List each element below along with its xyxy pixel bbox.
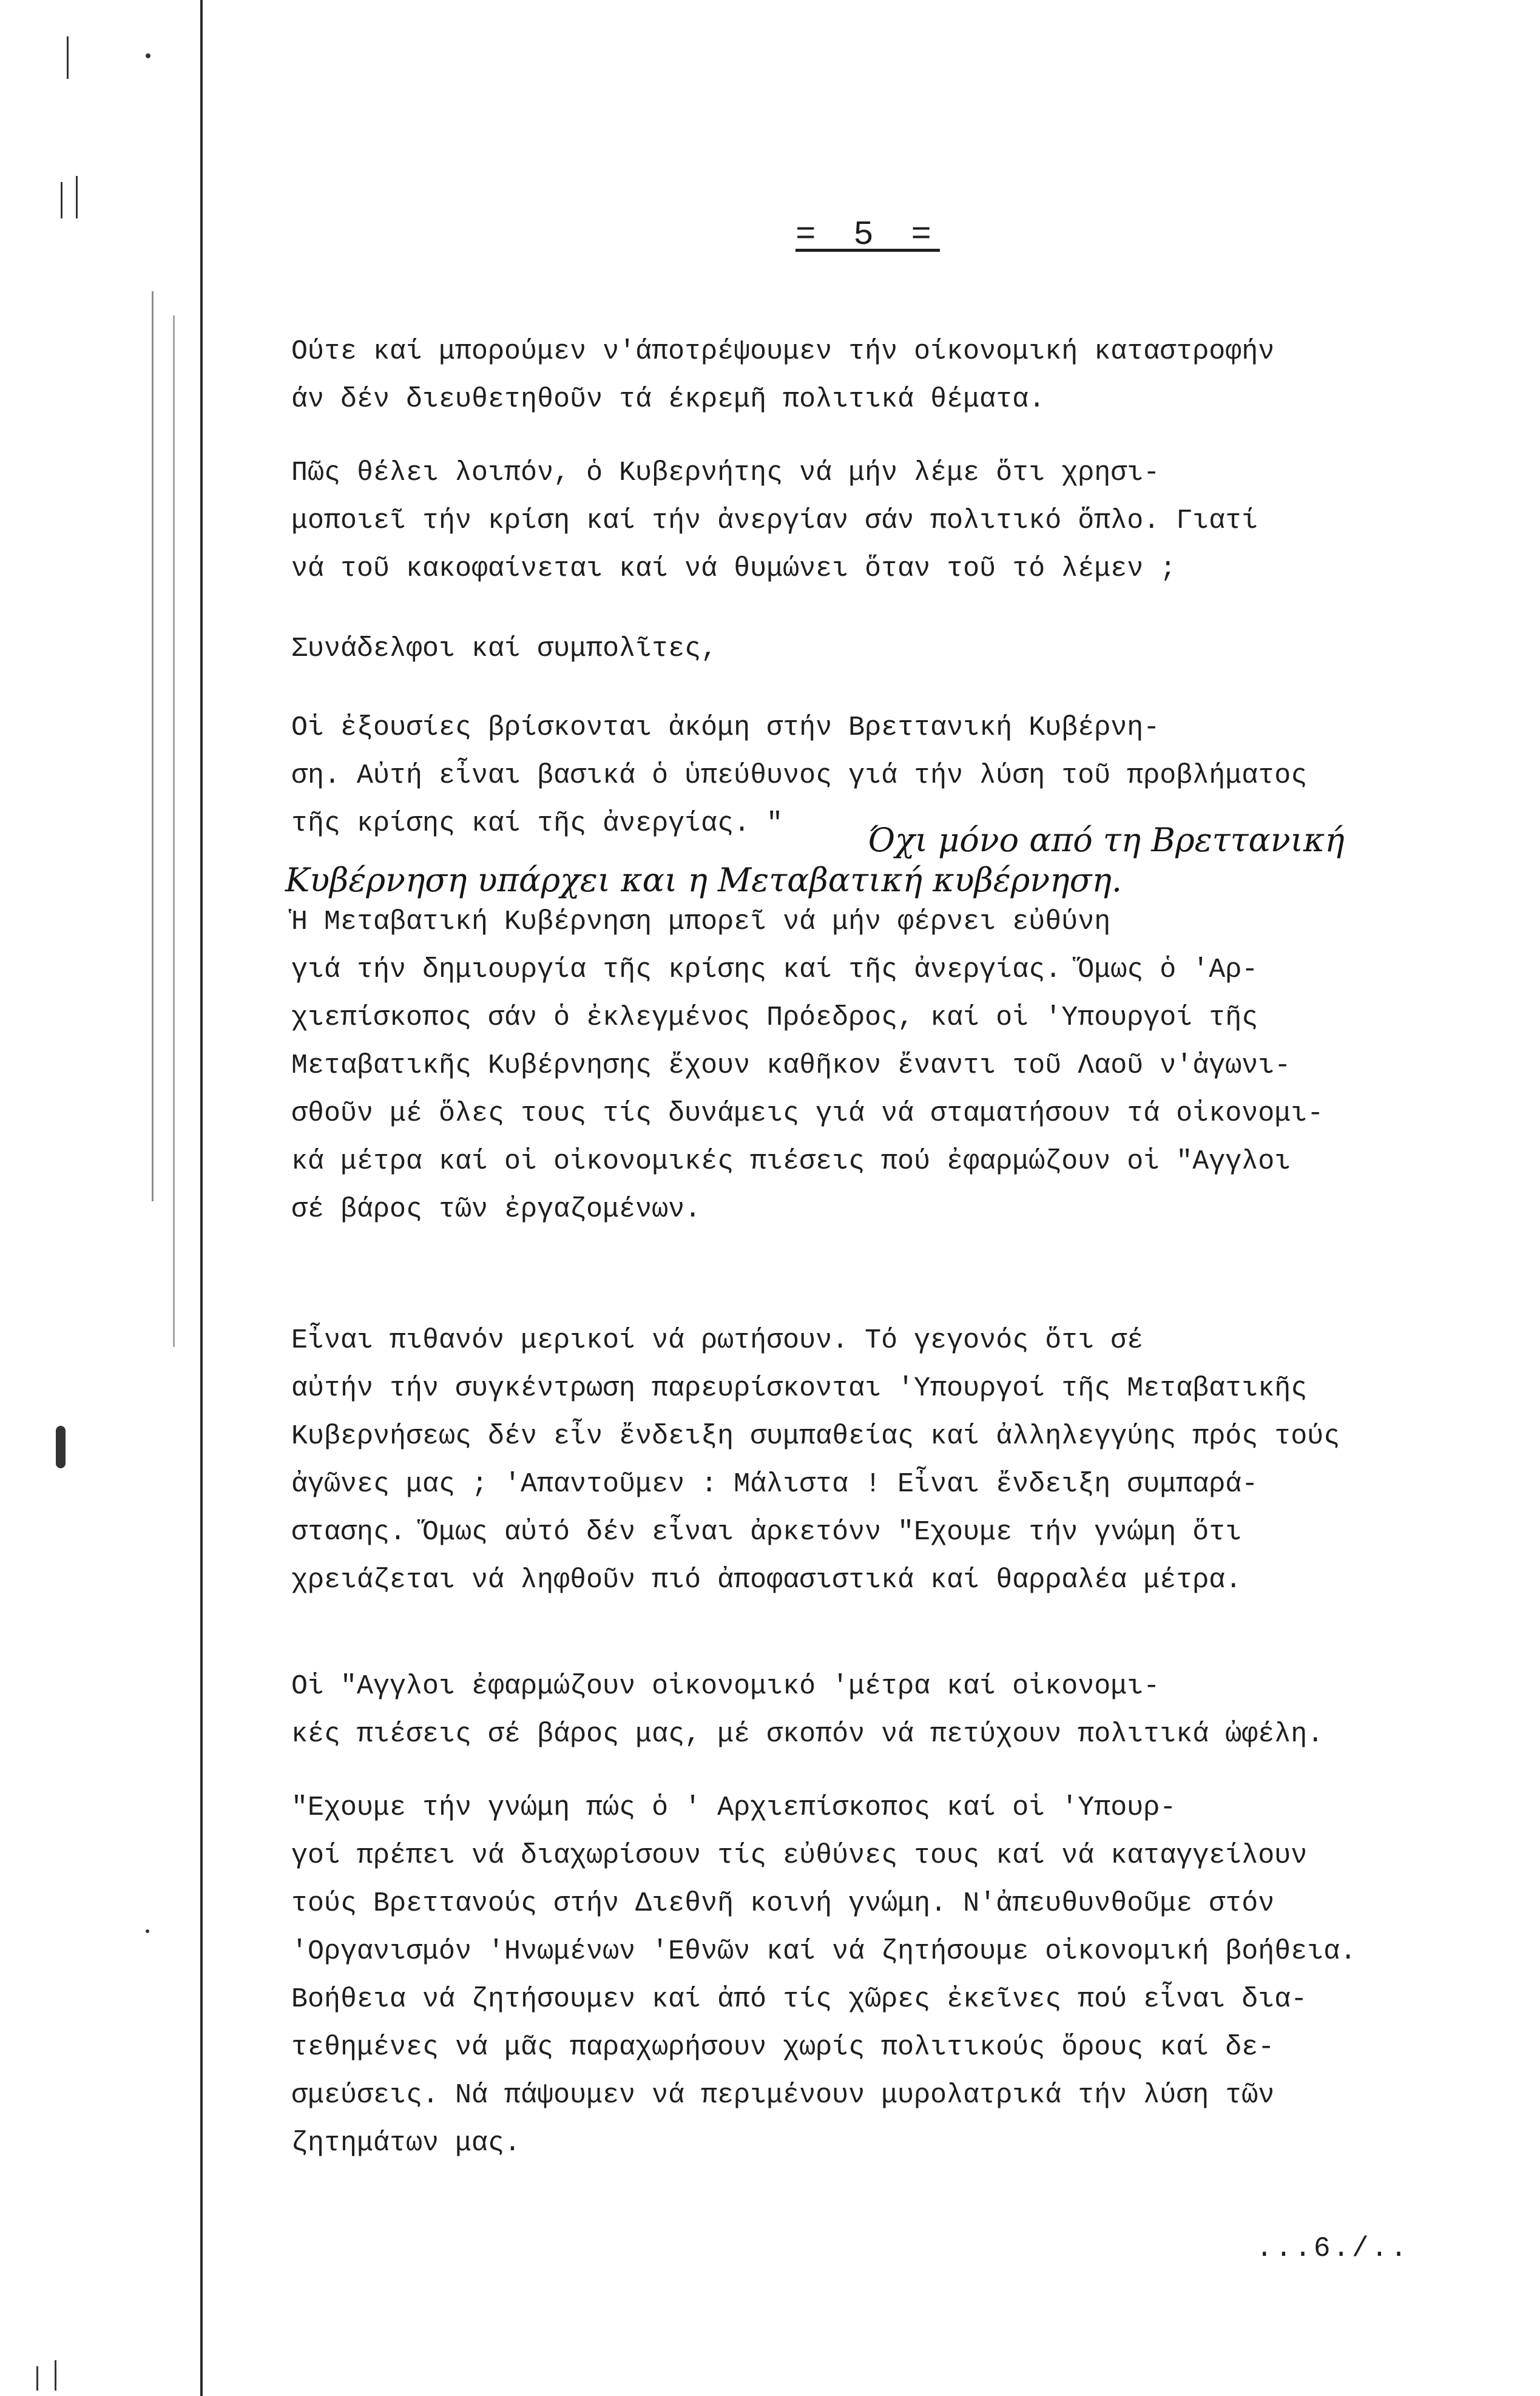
scan-speck	[36, 2366, 38, 2391]
text-line: σέ βάρος τῶν ἐργαζομένων.	[291, 1194, 701, 1225]
text-line: Εἶναι πιθανόν μερικοί νά ρωτήσουν. Τό γεγονός ὅτι σέ	[291, 1325, 1144, 1356]
scan-speck	[67, 36, 69, 79]
text-line: "Εχουμε τήν γνώμη πώς ὁ ' Αρχιεπίσκοπος καί οἱ 'Υπουρ-	[291, 1792, 1177, 1823]
text-line: σμεύσεις. Νά πάψουμεν νά περιμένουν μυρολατρικά τήν λύση τῶν	[291, 2080, 1275, 2111]
text-line: χρειάζεται νά ληφθοῦν πιό ἀποφασιστικά καί θαρραλέα μέτρα.	[291, 1565, 1242, 1596]
text-line: χιεπίσκοπος σάν ὁ ἐκλεγμένος Πρόεδρος, καί οἱ 'Υπουργοί τῆς	[291, 1002, 1258, 1033]
text-line: κά μέτρα καί οἱ οἰκονομικές πιέσεις πού ἐφαρμώζουν οἱ "Αγγλοι	[291, 1146, 1291, 1177]
text-line: γιά τήν δημιουργία τῆς κρίσης καί τῆς ἀνεργίας. Ὅμως ὁ 'Αρ-	[291, 954, 1258, 985]
handwritten-line: Κυβέρνηση υπάρχει και η Μεταβατική κυβέρνηση.	[285, 861, 1122, 899]
text-line: τεθημένες νά μᾶς παραχωρήσουν χωρίς πολιτικούς ὅρους καί δε-	[291, 2032, 1275, 2063]
text-line: κές πιέσεις σέ βάρος μας, μέ σκοπόν νά πετύχουν πολιτικά ὠφέλη.	[291, 1719, 1324, 1750]
page-number: = 5 =	[795, 215, 941, 254]
scan-speck	[173, 316, 175, 1347]
continuation-marker: ...6./..	[1256, 2233, 1410, 2264]
paragraph-5	[291, 1317, 1493, 1604]
text-line: ζητημάτων μας.	[291, 2128, 521, 2159]
left-margin-line	[200, 0, 203, 2396]
text-line: ἀγῶνες μας ; 'Απαντοῦμεν : Μάλιστα ! Εἶναι ἔνδειξη συμπαρά-	[291, 1469, 1258, 1500]
text-line: Ἡ Μεταβατική Κυβέρνηση μπορεῖ νά μήν φέρνει εὐθύνη	[291, 906, 1111, 937]
text-line: νά τοῦ κακοφαίνεται καί νά θυμώνει ὅταν τοῦ τό λέμεν ;	[291, 553, 1177, 584]
text-line: άν δέν διευθετηθοῦν τά έκρεμῆ πολιτικά θέματα.	[291, 384, 1045, 415]
text-line: Πῶς θέλει λοιπόν, ὁ Κυβερνήτης νά μήν λέμε ὅτι χρησι-	[291, 457, 1160, 488]
text-line: Βοήθεια νά ζητήσουμεν καί ἀπό τίς χῶρες ἐκεῖνες πού εἶναι δια-	[291, 1984, 1308, 2015]
paragraph-2	[291, 449, 1493, 593]
text-line: γοί πρέπει νά διαχωρίσουν τίς εὐθύνες τους καί νά καταγγείλουν	[291, 1840, 1308, 1871]
text-line: 'Οργανισμόν 'Ηνωμένων 'Εθνῶν καί νά ζητήσουμε οἰκονομική βοήθεια.	[291, 1936, 1357, 1967]
scan-speck	[55, 2360, 56, 2391]
text-line: τούς Βρεττανούς στήν Διεθνῆ κοινή γνώμη. Ν'ἀπευθυνθοῦμε στόν	[291, 1888, 1275, 1919]
scan-speck	[146, 53, 150, 58]
text-line: Συνάδελφοι καί συμπολῖτες,	[291, 633, 718, 664]
text-line: σθοῦν μέ ὅλες τους τίς δυνάμεις γιά νά σταματήσουν τά οἰκονομι-	[291, 1098, 1324, 1129]
text-line: ση. Αὐτή εἶναι βασικά ὁ ὑπεύθυνος γιά τήν λύση τοῦ προβλήματος	[291, 760, 1308, 791]
text-line: αὐτήν τήν συγκέντρωση παρευρίσκονται 'Υπουργοί τῆς Μεταβατικῆς	[291, 1373, 1308, 1404]
salutation	[291, 625, 1493, 673]
text-line: Οἱ ἐξουσίες βρίσκονται ἀκόμη στήν Βρεττανική Κυβέρνη-	[291, 712, 1160, 743]
text-line: μοποιεῖ τήν κρίση καί τήν ἀνεργίαν σάν πολιτικό ὅπλο. Γιατί	[291, 505, 1258, 536]
scan-speck	[152, 291, 154, 1201]
scan-speck	[76, 176, 78, 218]
scan-speck	[61, 182, 62, 218]
text-line: Κυβερνήσεως δέν εἶν ἔνδειξη συμπαθείας καί ἀλληλεγγύης πρός τούς	[291, 1421, 1340, 1452]
handwritten-note	[285, 820, 1499, 900]
scan-speck	[56, 1426, 66, 1468]
text-line: Μεταβατικῆς Κυβέρνησης ἔχουν καθῆκον ἔναντι τοῦ Λαοῦ ν'ἀγωνι-	[291, 1050, 1291, 1081]
paragraph-7	[291, 1784, 1493, 2167]
text-line: Ούτε καί μπορούμεν ν'άποτρέψουμεν τήν οίκονομική καταστροφήν	[291, 336, 1275, 367]
text-line: στασης. Ὅμως αὐτό δέν εἶναι ἀρκετόνν "Εχουμε τήν γνώμη ὅτι	[291, 1517, 1242, 1548]
handwritten-line: Όχι μόνο από τη Βρεττανική	[868, 821, 1345, 859]
paragraph-6	[291, 1662, 1493, 1758]
paragraph-1	[291, 328, 1493, 424]
paragraph-4	[291, 898, 1493, 1233]
text-line: Οἱ "Αγγλοι ἐφαρμώζουν οἰκονομικό 'μέτρα καί οἰκονομι-	[291, 1671, 1160, 1702]
text-line: τῆς κρίσης καί τῆς ἀνεργίας. "	[291, 808, 783, 839]
scan-speck	[146, 1929, 149, 1933]
